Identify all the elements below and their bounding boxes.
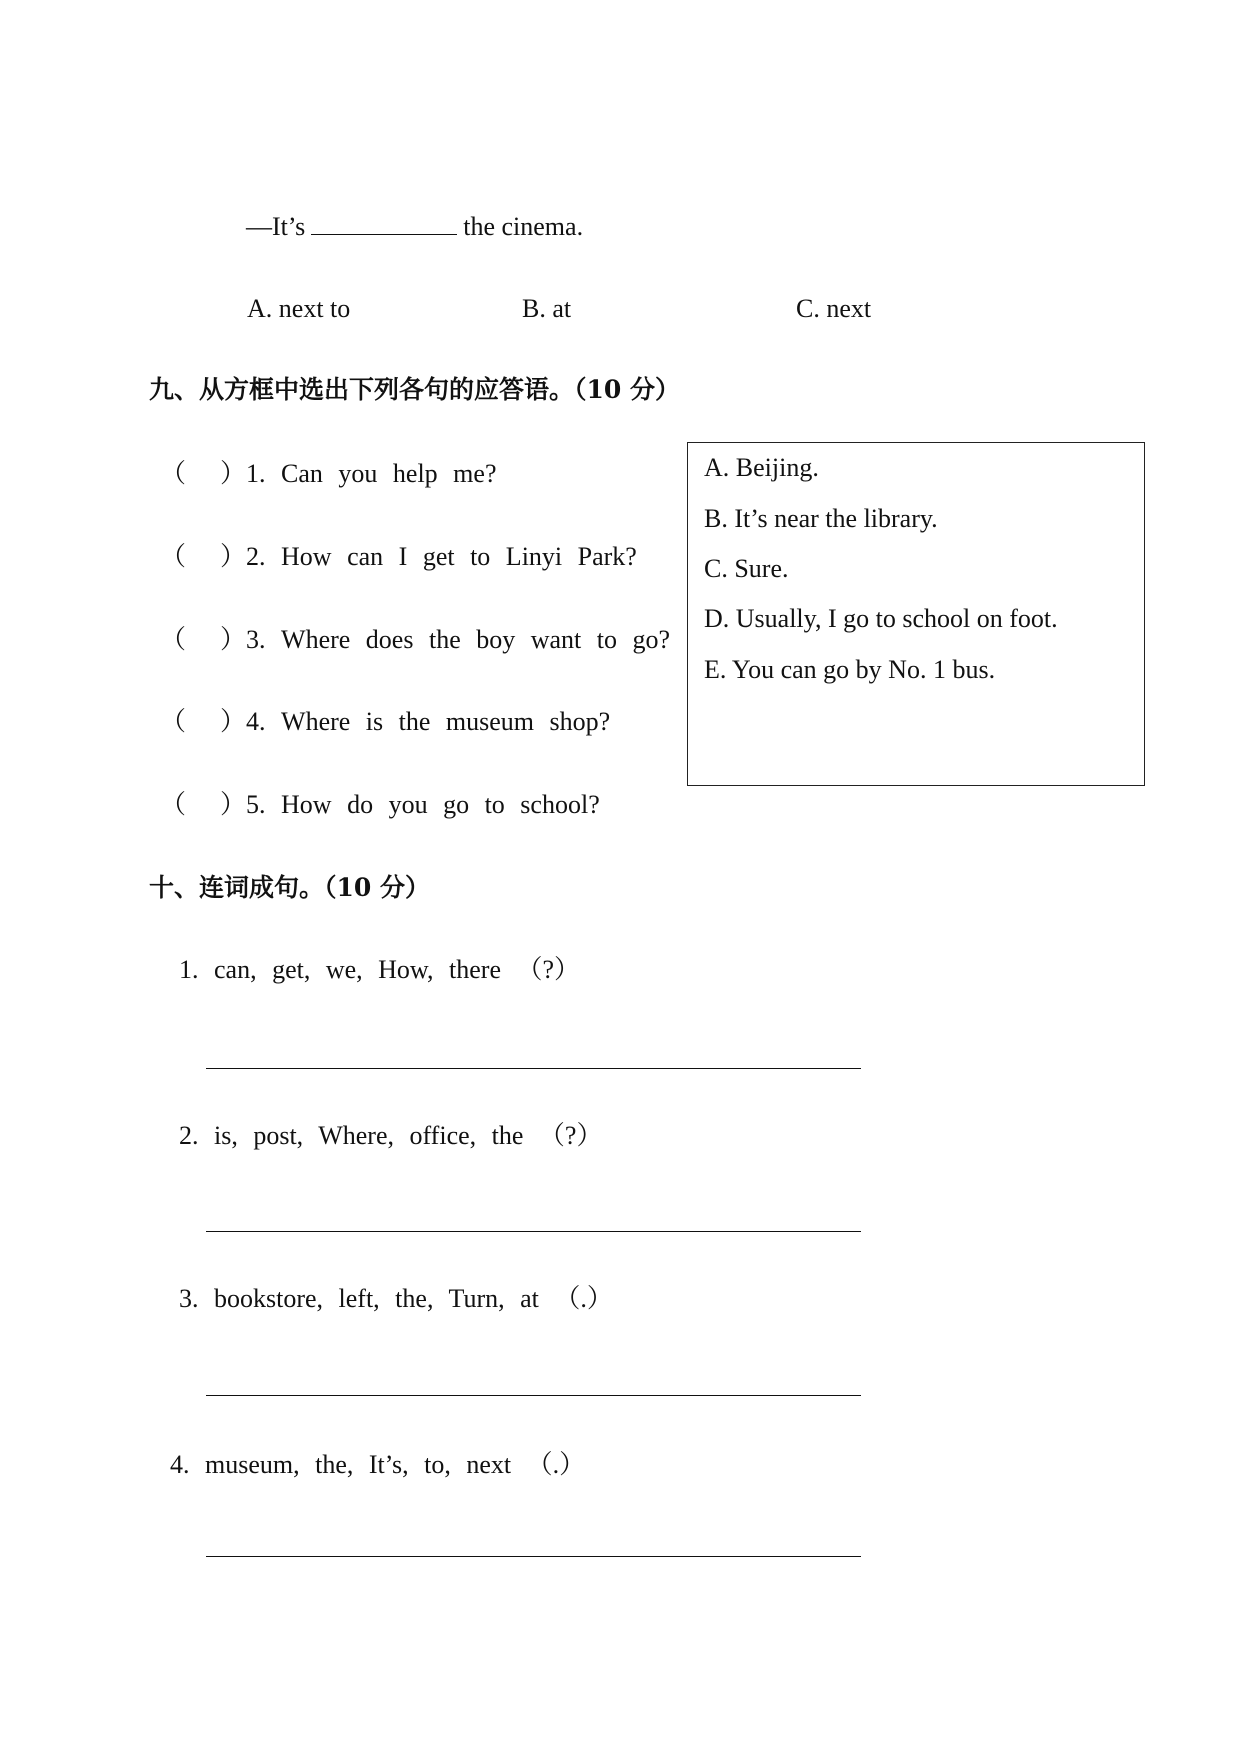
answer-option: D. Usually, I go to school on foot. [704, 604, 1058, 633]
answer-paren-open: （ [160, 625, 187, 654]
answer-line[interactable] [206, 1068, 861, 1069]
question-item [160, 707, 610, 737]
question-item [160, 542, 637, 572]
answer-option: C. Sure. [704, 554, 789, 583]
word-order-item: 1. can, get, we, How, there （?） [179, 955, 581, 984]
word-order-item: 3. bookstore, left, the, Turn, at （.） [179, 1284, 613, 1313]
question-text: 4. Where is the museum shop? [246, 707, 611, 736]
question-item [160, 459, 496, 489]
answer-blank[interactable] [311, 212, 457, 235]
answer-line[interactable] [206, 1231, 861, 1232]
answer-option: E. You can go by No. 1 bus. [704, 655, 996, 684]
answer-paren-close: ） [220, 542, 247, 571]
answer-option: B. It’s near the library. [704, 504, 938, 533]
question-text: 5. How do you go to school? [246, 790, 600, 819]
sentence-suffix: the cinema. [463, 212, 584, 241]
option-c: C. next [796, 294, 872, 323]
sentence-prefix: —It’s [246, 212, 306, 241]
question-text: 2. How can I get to Linyi Park? [246, 542, 637, 571]
answer-option: A. Beijing. [704, 453, 819, 482]
answer-paren-open: （ [160, 790, 187, 819]
question-item [160, 625, 670, 655]
answer-paren-close: ） [220, 707, 247, 736]
word-order-item: 2. is, post, Where, office, the （?） [179, 1121, 603, 1150]
answer-paren-close: ） [220, 459, 247, 488]
answer-paren-close: ） [220, 790, 247, 819]
answer-paren-close: ） [220, 625, 247, 654]
answer-line[interactable] [206, 1556, 861, 1557]
answer-paren-open: （ [160, 542, 187, 571]
section-10-heading: 十、连词成句。（10 分） [149, 873, 430, 902]
question-text: 1. Can you help me? [246, 459, 497, 488]
option-a: A. next to [247, 294, 351, 323]
question-text: 3. Where does the boy want to go? [246, 625, 671, 654]
fill-in-sentence [246, 212, 583, 242]
answer-line[interactable] [206, 1395, 861, 1396]
option-b: B. at [522, 294, 572, 323]
section-9-heading: 九、从方框中选出下列各句的应答语。（10 分） [149, 375, 680, 404]
answer-paren-open: （ [160, 707, 187, 736]
question-item [160, 790, 600, 820]
answer-paren-open: （ [160, 459, 187, 488]
word-order-item: 4. museum, the, It’s, to, next （.） [170, 1450, 586, 1479]
